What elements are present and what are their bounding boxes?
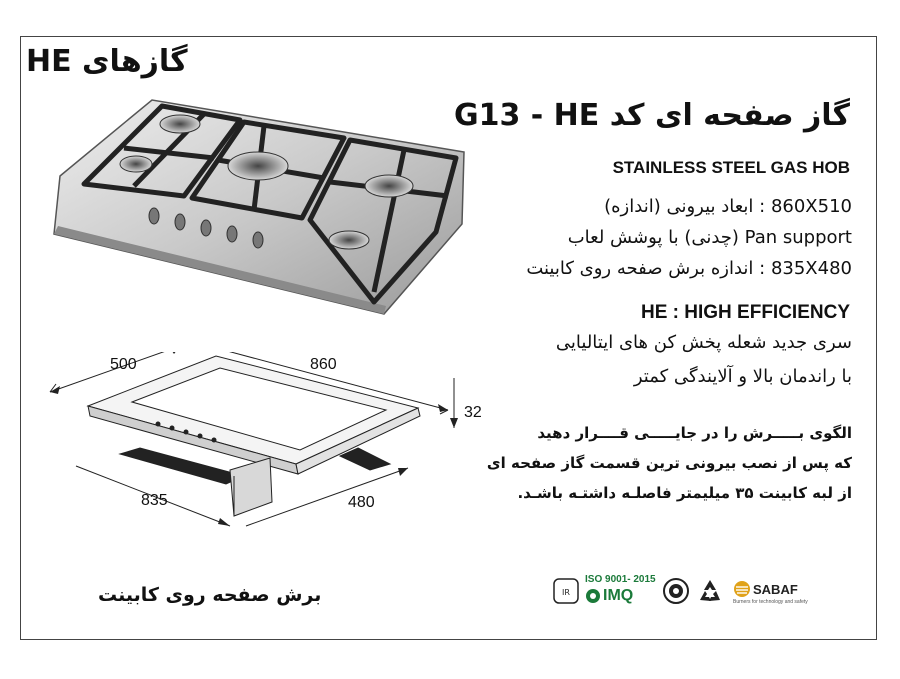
he-description-line: با راندمان بالا و آلایندگی کمتر (633, 366, 852, 387)
model-title: گاز صفحه ای کد G13 - HE (453, 98, 850, 133)
standard-mark-icon (553, 578, 579, 604)
spec-pan-support: Pan support (چدنی) با پوشش لعاب (567, 227, 852, 248)
product-subtitle: STAINLESS STEEL GAS HOB (612, 158, 850, 177)
he-heading: HE : HIGH EFFICIENCY (640, 302, 850, 323)
dim-cut-depth-label: 480 (348, 494, 375, 511)
dimension-drawing (40, 352, 480, 542)
spec-dimensions: 860X510 : ابعاد بیرونی (اندازه) (604, 196, 852, 217)
cutout-caption: برش صفحه روی کابینت (98, 584, 322, 606)
sabaf-logo-icon (733, 580, 751, 598)
dim-depth-label: 500 (110, 356, 137, 373)
series-title: گازهای HE (26, 44, 188, 79)
sabaf-tagline: Burners for technology and safety (733, 599, 808, 605)
install-note-line: از لبه کابینت ۳۵ میلیمتر فاصلـه داشتـه باشـد. (517, 484, 852, 502)
recycle-icon (697, 578, 723, 604)
imq-label: IMQ (603, 587, 634, 604)
sabaf-label: SABAF (753, 582, 798, 597)
spec-cutout-size: 835X480 : اندازه برش صفحه روی کابینت (526, 258, 852, 279)
dim-height-label: 32 (464, 404, 482, 421)
standard-seal-icon (663, 578, 689, 604)
install-note-line: الگوی بـــــرش را در جایـــــی قــــرار دهید (537, 424, 852, 442)
he-description-line: سری جدید شعله پخش کن های ایتالیایی (555, 332, 852, 353)
imq-mark-icon (585, 588, 601, 604)
gas-hob-image (44, 92, 469, 317)
certification-strip (553, 574, 818, 608)
install-note-line: که پس از نصب بیرونی ترین قسمت گاز صفحه ای (486, 454, 852, 472)
dim-cut-width-label: 835 (141, 492, 168, 509)
dim-width-label: 860 (310, 356, 337, 373)
svg-text:IR: IR (562, 588, 570, 597)
iso-label: ISO 9001- 2015 (585, 574, 656, 585)
